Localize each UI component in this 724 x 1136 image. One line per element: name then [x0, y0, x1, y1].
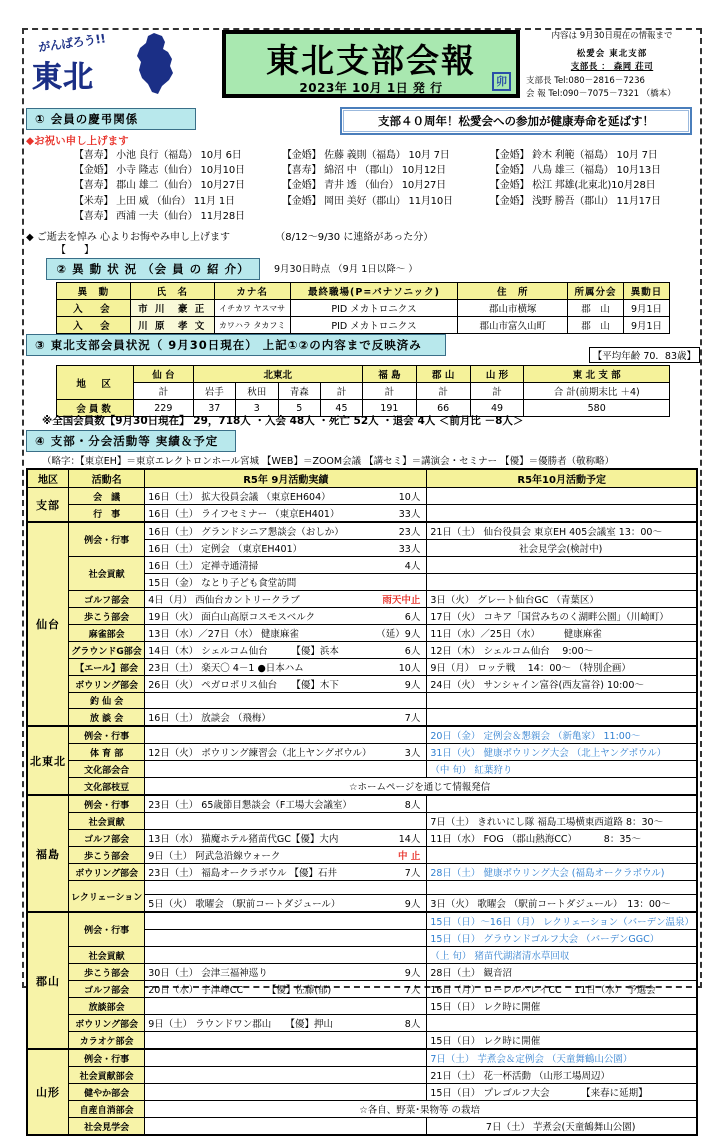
activity-name: ボウリング部会 [69, 1015, 145, 1032]
activity-name: 健やか部会 [69, 1084, 145, 1101]
activity-name: 社会貢献 [69, 813, 145, 830]
activity-name: レクリェーション [69, 881, 145, 913]
table-row [27, 813, 697, 830]
activity-name: 釣 仙 会 [69, 693, 145, 709]
district-label: 仙台 [27, 522, 69, 726]
celebration-entry: 【金婚】 松江 邦雄(北東北)10月28日 [490, 180, 656, 192]
table-row [57, 300, 670, 317]
activity-plan: 31日（火） 健康ボウリング大会 （北上ヤングボウル） [427, 744, 697, 761]
col-area: 地 区 [57, 366, 134, 400]
activity-result [145, 881, 427, 895]
activity-plan: 11日（水）／25日（水） 健康麻雀 [427, 625, 697, 642]
value-sendai: 229 [134, 400, 193, 417]
table-row [27, 676, 697, 693]
table-row [27, 1032, 697, 1050]
activity-name: 例会・行事 [69, 912, 145, 947]
table-header-row [57, 366, 670, 383]
activity-result [145, 947, 427, 964]
activity-result: 16日（土） 拡大役員会議 （東京EH604） 10人 [145, 488, 427, 505]
activity-name: 例会・行事 [69, 522, 145, 557]
transfers-table [56, 282, 670, 334]
celebration-entry: 【米寿】 上田 威 （仙台） 11月 1日 [74, 195, 235, 207]
activity-result: 16日（土） 放談会 （飛梅） 7人 [145, 709, 427, 727]
activity-plan [427, 693, 697, 709]
activity-name: ボウリング部会 [69, 864, 145, 881]
cell-chapter: 郡 山 [568, 300, 624, 317]
group-kitatohoku: 北東北 [193, 366, 362, 383]
activity-name: 歩こう部会 [69, 847, 145, 864]
celebration-entry: 【金婚】 小寺 隆志（仙台） 10月10日 [74, 165, 245, 177]
activity-result: 16日（土） 定禅寺通清掃 4人 [145, 557, 427, 574]
table-row [27, 693, 697, 709]
activity-name: 麻雀部会 [69, 625, 145, 642]
celebration-entry: 【金婚】 浅野 勝吾（郡山） 11月17日 [490, 195, 661, 207]
activity-result [145, 930, 427, 947]
district-label: 山形 [27, 1049, 69, 1135]
zodiac-stamp: 卯 [492, 72, 511, 91]
result-count: 10人 [398, 663, 421, 674]
activity-plan: 24日（火） サンシャイン富谷(西友富谷) 10:00～ [427, 676, 697, 693]
activities-table [26, 468, 698, 1136]
result-count: 9人 [404, 968, 421, 979]
cell-transfer: 入 会 [57, 317, 131, 334]
section4-legend: （略字：【東京EH】＝東京エレクトロンホール宮城 【WEB】＝ZOOM会議 【講セミ】＝講演会・セミナー 【優】＝優勝者（敬称略） [42, 456, 615, 467]
cell-workplace: PID メカトロニクス [290, 300, 458, 317]
activity-plan [427, 574, 697, 591]
activity-result: 23日（土） 楽天〇 4－1 ●日本ハム 10人 [145, 659, 427, 676]
group-fukushima: 福 島 [362, 366, 416, 383]
value-koriyama: 66 [416, 400, 470, 417]
national-membership-note: ※全国会員数【9月30日現在】 29，718人 ・入会 48人 ・死亡 52人 ・退会 4人 ＜前月比 －8人＞ [42, 415, 524, 427]
activity-result [145, 1067, 427, 1084]
table-row [27, 642, 697, 659]
activity-result: 15日（金） なとり子ども食堂訪問 [145, 574, 427, 591]
activity-result [145, 813, 427, 830]
district-label: 支部 [27, 488, 69, 523]
activity-name: ボウリング部会 [69, 676, 145, 693]
activity-name: カラオケ部会 [69, 1032, 145, 1050]
result-count: 7人 [404, 713, 421, 724]
news-phone: 会 報 Tel:090－7075－7321 （橋本） [526, 88, 676, 99]
activity-result: 4日（月） 西仙台カントリークラブ 雨天中止 [145, 591, 427, 608]
celebration-entry: 【喜寿】 西浦 一夫（仙台） 11月28日 [74, 210, 245, 222]
celebration-row [74, 148, 699, 163]
table-row [27, 557, 697, 574]
cell-date: 9月1日 [624, 300, 670, 317]
activity-plan [427, 709, 697, 727]
celebration-row [74, 209, 699, 224]
activity-result: 26日（火） ペガロポリス仙台 【優】木下 9人 [145, 676, 427, 693]
col-results: R5年 9月活動実績 [145, 469, 427, 488]
district-label: 郡山 [27, 912, 69, 1049]
activity-plan [427, 488, 697, 505]
table-row [57, 317, 670, 334]
section2-as-of: 9月30日時点 （9月 1日以降～ ） [274, 264, 418, 275]
celebration-entry: 【金婚】 佐藤 義則（福島） 10月 7日 [282, 150, 450, 161]
col-transfer: 異 動 [57, 283, 131, 300]
membership-table [56, 365, 670, 417]
activity-name: 会 議 [69, 488, 145, 505]
celebration-row [74, 194, 699, 209]
cell-transfer: 入 会 [57, 300, 131, 317]
group-koriyama: 郡 山 [416, 366, 470, 383]
activity-plan: 9日（月） ロッテ戦 14：00～ （特別企画） [427, 659, 697, 676]
table-row [27, 591, 697, 608]
activity-name: 社会貢献 [69, 557, 145, 591]
activity-result [145, 912, 427, 930]
activity-plan: 15日（日）～16日（月） レクリェーション（バーデン温泉） [427, 912, 697, 930]
activity-plan: 7日（土） きれいにし隊 福島工場横東西道路 8：30～ [427, 813, 697, 830]
result-count: 雨天中止 [382, 595, 421, 606]
activity-plan: 15日（日） グラウンドゴルフ大会 （バーデンGGC） [427, 930, 697, 947]
col-address: 住 所 [458, 283, 568, 300]
header [24, 30, 700, 102]
activity-result: 23日（土） 福島オークラボウル 【優】石井 7人 [145, 864, 427, 881]
row-member-count-label: 会員数 [57, 400, 134, 417]
table-row [27, 1118, 697, 1136]
activity-name: 社会貢献部会 [69, 1067, 145, 1084]
activity-plan: 28日（土） 健康ボウリング大会 (福島オークラボウル) [427, 864, 697, 881]
result-count: （延）9人 [376, 629, 421, 640]
table-row [27, 505, 697, 523]
cell-address: 郡山市横塚 [458, 300, 568, 317]
table-row [27, 1015, 697, 1032]
table-header-row [57, 283, 670, 300]
activity-result [145, 998, 427, 1015]
cell-workplace: PID メカトロニクス [290, 317, 458, 334]
activity-result [145, 1032, 427, 1050]
activity-name: 例会・行事 [69, 1049, 145, 1067]
celebrations-list [74, 148, 699, 224]
value-aomori: 5 [278, 400, 320, 417]
activity-plan: 21日（土） 仙台役員会 東京EH 405会議室 13：00～ [427, 522, 697, 540]
result-count: 8人 [404, 1019, 421, 1030]
celebration-entry: 【金婚】 岡田 美好（郡山） 11月10日 [282, 195, 453, 207]
anniversary-banner [340, 107, 692, 135]
activity-plan [427, 505, 697, 523]
value-yamagata: 49 [470, 400, 524, 417]
table-row [27, 830, 697, 847]
table-row [27, 847, 697, 864]
table-row [27, 1084, 697, 1101]
activity-name: 社会見学会 [69, 1118, 145, 1136]
district-label: 福島 [27, 795, 69, 912]
activity-name: ゴルフ部会 [69, 830, 145, 847]
activity-name: 行 事 [69, 505, 145, 523]
col-workplace: 最終職場(P=パナソニック) [290, 283, 458, 300]
col-chapter: 所属分会 [568, 283, 624, 300]
condolences-label: ◆ ご逝去を悼み 心よりお悔やみ申し上げます [26, 232, 231, 243]
condolences-empty-bracket: 【 】 [56, 245, 98, 256]
table-row [27, 625, 697, 642]
activity-note: ☆ホームページを通じて情報発信 [145, 778, 697, 796]
cell-kana: イチカワ ヤスマサ [214, 300, 290, 317]
cell-kana: カワハラ タカフミ [214, 317, 290, 334]
table-row [27, 726, 697, 744]
table-row [27, 522, 697, 540]
result-count: 9人 [404, 899, 421, 910]
result-count: 3人 [404, 748, 421, 759]
activity-plan: 15日（日） レク時に開催 [427, 1032, 697, 1050]
sub-sendai-total: 計 [134, 383, 193, 400]
section4-heading: ④ 支部・分会活動等 実績＆予定 [26, 430, 236, 452]
activity-plan [427, 1015, 697, 1032]
result-count: 14人 [398, 834, 421, 845]
activity-name: 歩こう部会 [69, 964, 145, 981]
activity-plan: （中 旬） 紅葉狩り [427, 761, 697, 778]
result-count: 33人 [398, 544, 421, 555]
logo [28, 32, 188, 100]
anniversary-banner-text: 支部４０周年！松愛会への参加が健康寿命を延ばす！ [343, 110, 689, 132]
activity-plan: 11日（水） FOG （郡山熱海CC） 8：35～ [427, 830, 697, 847]
value-iwate: 37 [193, 400, 235, 417]
publish-date: 2023年 10月 1日 発 行 [299, 81, 443, 95]
value-akita: 3 [236, 400, 278, 417]
col-district: 地区 [27, 469, 69, 488]
table-row [27, 1101, 697, 1118]
table-row [27, 778, 697, 796]
congratulations-label: ◆お祝い申し上げます [26, 135, 129, 147]
celebration-entry: 【金婚】 八鳥 雄三（福島） 10月13日 [490, 165, 661, 177]
contact-block [524, 30, 700, 101]
result-count: 23人 [398, 527, 421, 538]
table-row [27, 864, 697, 881]
table-header-row [27, 469, 697, 488]
sub-grand-total: 合 計(前期末比 ＋4) [524, 383, 670, 400]
sub-akita: 秋田 [236, 383, 278, 400]
tohoku-map-icon [132, 32, 178, 96]
activity-result: 14日（木） シェルコム仙台 【優】浜本 6人 [145, 642, 427, 659]
activity-name: 例会・行事 [69, 795, 145, 813]
table-row [27, 608, 697, 625]
sub-fukushima-total: 計 [362, 383, 416, 400]
activity-name: 歩こう部会 [69, 608, 145, 625]
activity-result: 13日（水）／27日（水） 健康麻雀 （延）9人 [145, 625, 427, 642]
table-row [27, 1067, 697, 1084]
activity-name: 文化部会合 [69, 761, 145, 778]
page-title: 東北支部会報 [266, 41, 476, 80]
celebration-entry [490, 209, 698, 224]
celebration-row [74, 163, 699, 178]
activity-plan: 3日（火） 歌曜会 （駅前コートダジュール） 13：00～ [427, 895, 697, 913]
activity-result: 16日（土） 定例会 （東京EH401） 33人 [145, 540, 427, 557]
activity-name: ゴルフ部会 [69, 981, 145, 998]
result-count: 7人 [404, 868, 421, 879]
activity-plan: 7日（土） 芋煮会(天童鶴舞山公園) [427, 1118, 697, 1136]
group-yamagata: 山 形 [470, 366, 524, 383]
logo-tagline: がんばろう!! [37, 31, 107, 55]
table-row [27, 795, 697, 813]
activity-plan: 3日（火） グレート仙台GC （青葉区） [427, 591, 697, 608]
col-plans: R5年10月活動予定 [427, 469, 697, 488]
activity-plan [427, 847, 697, 864]
section2-heading: ② 異 動 状 況 （会 員 の 紹 介） [46, 258, 260, 280]
activity-name: ゴルフ部会 [69, 591, 145, 608]
activity-plan: 21日（土） 花一杯活動 （山形工場周辺） [427, 1067, 697, 1084]
activity-name: 放 談 会 [69, 709, 145, 727]
col-activity: 活動名 [69, 469, 145, 488]
result-count: 8人 [404, 800, 421, 811]
content-note: 内容は 9月30日現在の情報まで [551, 31, 673, 41]
cell-address: 郡山市富久山町 [458, 317, 568, 334]
activity-result: 16日（土） ライフセミナー （東京EH401） 33人 [145, 505, 427, 523]
table-row [27, 761, 697, 778]
table-row [27, 709, 697, 727]
table-row [27, 744, 697, 761]
activity-plan: 社会見学会(検討中) [427, 540, 697, 557]
activity-result: 12日（火） ボウリング練習会（北上ヤングボウル） 3人 [145, 744, 427, 761]
sub-aomori: 青森 [278, 383, 320, 400]
activity-name: 例会・行事 [69, 726, 145, 744]
result-count: 6人 [404, 646, 421, 657]
organization-name: 松愛会 東北支部 [576, 49, 648, 60]
activity-result: 16日（土） グランドシニア懇談会（おしか） 23人 [145, 522, 427, 540]
result-count: 7人 [404, 985, 421, 996]
district-label: 北東北 [27, 726, 69, 795]
result-count: 中 止 [398, 851, 421, 862]
table-row [27, 881, 697, 895]
cell-date: 9月1日 [624, 317, 670, 334]
activity-result [145, 1084, 427, 1101]
value-total: 580 [524, 400, 670, 417]
table-row [27, 488, 697, 505]
activity-result: 9日（土） 阿武急沿線ウォーク 中 止 [145, 847, 427, 864]
activity-note: ☆各自、野菜･果物等 の栽培 [145, 1101, 697, 1118]
activity-plan: 15日（日） レク時に開催 [427, 998, 697, 1015]
cell-name: 川 原 孝 文 [130, 317, 214, 334]
activity-plan [427, 557, 697, 574]
activity-result: 19日（火） 面白山高原コスモスベルク 6人 [145, 608, 427, 625]
result-count: 4人 [404, 561, 421, 572]
activity-name: 体 育 部 [69, 744, 145, 761]
value-fukushima: 191 [362, 400, 416, 417]
activity-plan [427, 881, 697, 895]
sub-iwate: 岩手 [193, 383, 235, 400]
activity-name: 放談部会 [69, 998, 145, 1015]
activity-plan: 12日（木） シェルコム仙台 9:00～ [427, 642, 697, 659]
table-row [27, 659, 697, 676]
celebration-entry: 【喜寿】 小池 良行（福島） 10月 6日 [74, 150, 242, 161]
activity-result [145, 726, 427, 744]
activity-name: 【エール】部会 [69, 659, 145, 676]
activity-plan: 7日（土） 芋煮会＆定例会 （天童舞鶴山公園） [427, 1049, 697, 1067]
activity-name: 自産自消部会 [69, 1101, 145, 1118]
activity-result: 23日（土） 65歳節目懇談会（F工場大会議室） 8人 [145, 795, 427, 813]
result-count: 6人 [404, 612, 421, 623]
cell-chapter: 郡 山 [568, 317, 624, 334]
activity-plan: 15日（日） プレゴルフ大会 【来春に延期】 [427, 1084, 697, 1101]
table-row [27, 964, 697, 981]
activity-result: 20日（水） 宇津峰CC 【優】佐藤(郁) 7人 [145, 981, 427, 998]
activity-plan [427, 795, 697, 813]
activity-plan: 28日（土） 観音沼 [427, 964, 697, 981]
activity-name: 文化部枝豆 [69, 778, 145, 796]
celebration-row [74, 178, 699, 193]
activity-result: 30日（土） 会津三福神巡り 9人 [145, 964, 427, 981]
result-count: 9人 [404, 680, 421, 691]
activity-plan: 16日（月） ローレルバレイCC 11日（水） 予選会 [427, 981, 697, 998]
activity-result: 9日（土） ラウンドワン郡山 【優】押山 8人 [145, 1015, 427, 1032]
table-row [27, 1049, 697, 1067]
activity-plan: 20日（金） 定例会＆懇親会 （新亀家） 11:00～ [427, 726, 697, 744]
activity-result [145, 1049, 427, 1067]
activity-result [145, 1118, 427, 1136]
result-count: 33人 [398, 509, 421, 520]
table-row [27, 981, 697, 998]
col-date: 異動日 [624, 283, 670, 300]
group-total: 東 北 支 部 [524, 366, 670, 383]
sub-kitatohoku-total: 計 [320, 383, 362, 400]
section1-heading: ① 会員の慶弔関係 [26, 108, 196, 130]
celebration-entry: 【喜寿】 郡山 雄二（仙台） 10月27日 [74, 180, 245, 192]
section3-heading: ③ 東北支部会員状況（ 9月30日現在） 上記①②の内容まで反映済み [26, 334, 446, 356]
col-name: 氏 名 [130, 283, 214, 300]
sub-koriyama-total: 計 [416, 383, 470, 400]
branch-chief: 支部長 ： 森岡 荘司 [570, 62, 654, 73]
group-sendai: 仙 台 [134, 366, 193, 383]
celebration-entry: 【金婚】 鈴木 利範（福島） 10月 7日 [490, 150, 658, 161]
celebration-entry: 【喜寿】 綿沼 中 （郡山） 10月12日 [282, 165, 446, 177]
table-row [27, 998, 697, 1015]
value-kitatohoku: 45 [320, 400, 362, 417]
average-age-badge: 【平均年齢 70．83歳】 [589, 347, 700, 363]
celebration-entry: 【金婚】 青井 透 （仙台） 10月27日 [282, 180, 446, 192]
condolences-note: （8/12～9/30 に連絡があった分） [275, 232, 434, 243]
activity-name: 社会貢献 [69, 947, 145, 964]
table-row [27, 912, 697, 930]
activity-result [145, 693, 427, 709]
sub-yamagata-total: 計 [470, 383, 524, 400]
table-subheader-row [57, 383, 670, 400]
activity-result: 5日（火） 歌曜会 （駅前コートダジュール） 9人 [145, 895, 427, 913]
title-box [222, 30, 520, 98]
activity-plan: 17日（火） コキア「国営みちのく湖畔公園」（川崎町） [427, 608, 697, 625]
activity-name: グラウンドG部会 [69, 642, 145, 659]
table-row [27, 947, 697, 964]
result-count: 10人 [398, 492, 421, 503]
col-kana: カナ名 [214, 283, 290, 300]
activity-result [145, 761, 427, 778]
celebration-entry [282, 209, 490, 224]
activities-table-body [27, 488, 697, 1136]
activity-plan: （上 旬） 猪苗代湖渚清水草回収 [427, 947, 697, 964]
chief-phone: 支部長 Tel:080－2816－7236 [526, 75, 645, 86]
activity-result: 13日（水） 猫魔ホテル猪苗代GC【優】大内 14人 [145, 830, 427, 847]
cell-name: 市 川 豪 正 [130, 300, 214, 317]
logo-title: 東北 [32, 60, 94, 95]
